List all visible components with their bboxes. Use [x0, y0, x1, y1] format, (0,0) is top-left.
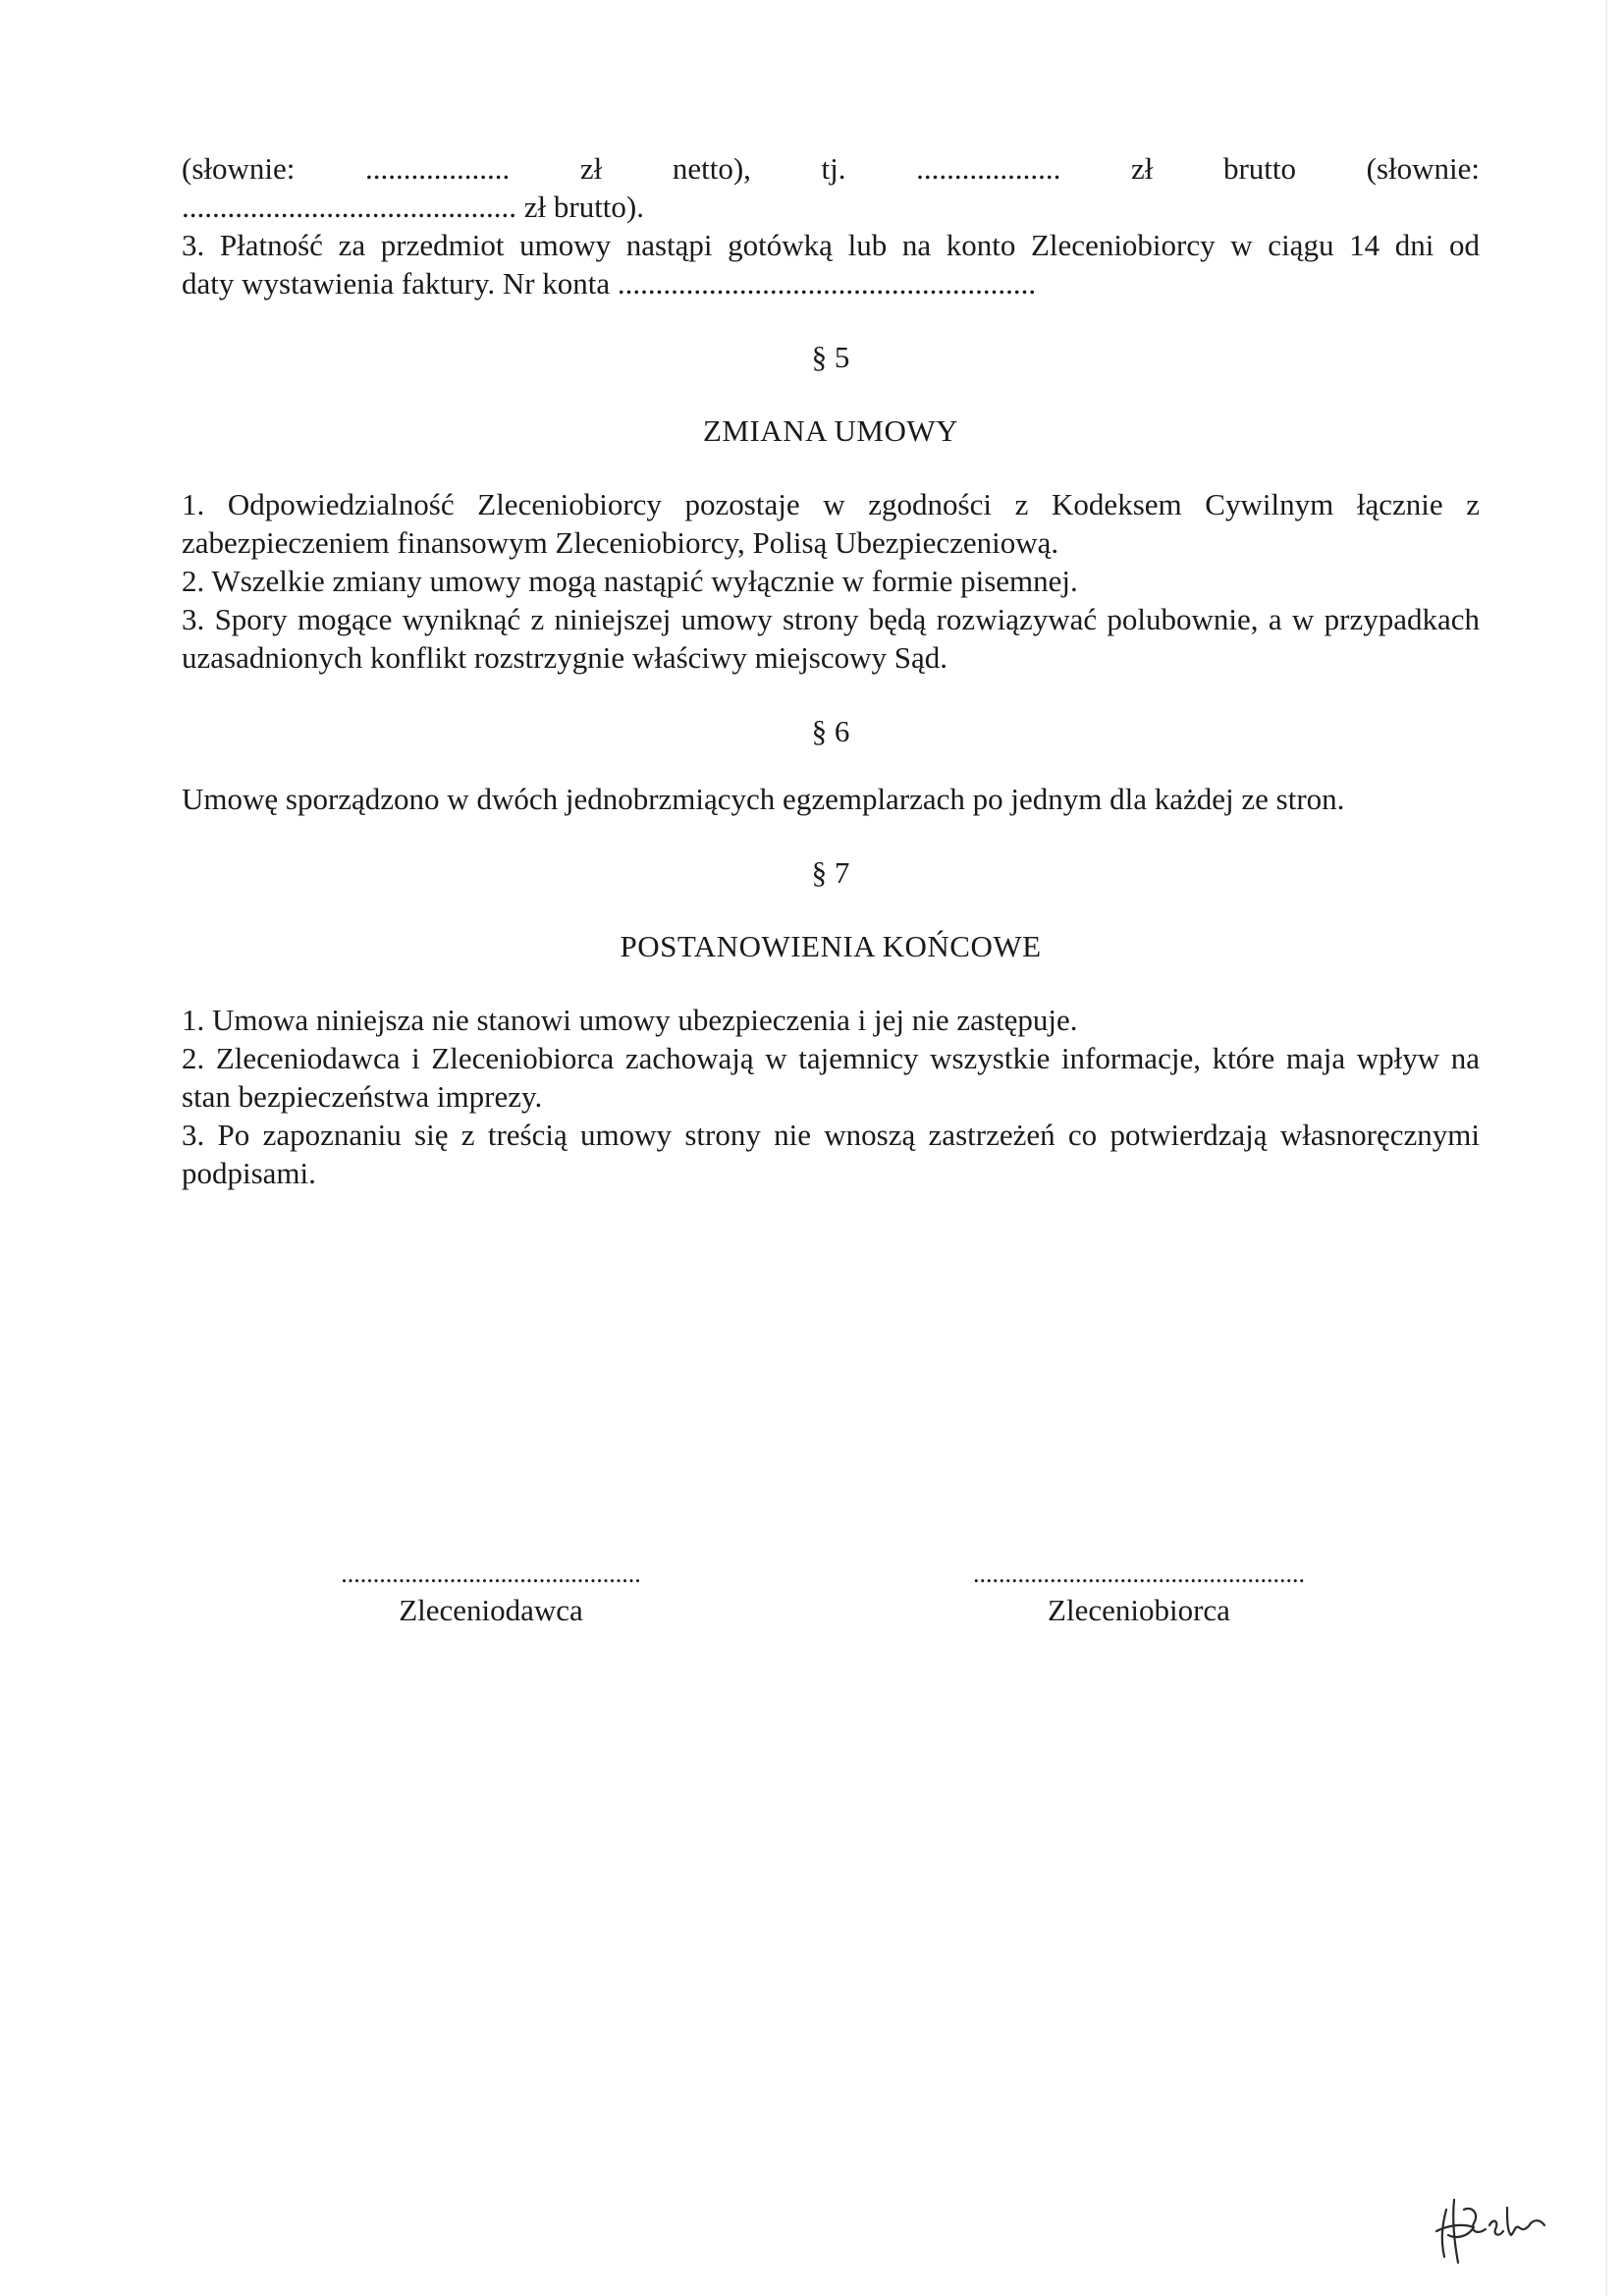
payment-line-1: (słownie: ................... zł netto), tj. ................... zł brutto (słownie:: [182, 151, 1480, 186]
section-7-title: POSTANOWIENIA KOŃCOWE: [620, 929, 1042, 963]
signature-line-left: ...............................................: [341, 1559, 641, 1588]
signature-label-right: Zleceniobiorca: [1048, 1593, 1230, 1627]
payment-line-2: ............................................ zł brutto).: [182, 190, 644, 224]
section-5-number: § 5: [811, 340, 850, 374]
section-7-number: § 7: [811, 855, 850, 890]
section-5-item-1: 1. Odpowiedzialność Zleceniobiorcy pozostaje w zgodności z Kodeksem Cywilnym łącznie z zabezpieczeniem finansowym Zleceniobiorcy, Polisą Ubezpieczeniową.: [182, 487, 1480, 560]
signature-label-left: Zleceniodawca: [399, 1593, 583, 1627]
section-5-item-3: 3. Spory mogące wyniknąć z niniejszej umowy strony będą rozwiązywać polubownie, a w przypadkach uzasadnionych konflikt rozstrzygnie właściwy miejscowy Sąd.: [182, 602, 1480, 675]
section-7-item-1: 1. Umowa niniejsza nie stanowi umowy ubezpieczenia i jej nie zastępuje.: [182, 1003, 1078, 1037]
section-6-text: Umowę sporządzono w dwóch jednobrzmiących egzemplarzach po jednym dla każdej ze stron.: [182, 782, 1345, 816]
section-5-list: [182, 485, 1480, 677]
payment-item-3-line-2: daty wystawienia faktury. Nr konta .......................................................: [182, 266, 1037, 301]
signature-line-right: ....................................................: [973, 1559, 1305, 1588]
payment-item-3-line-1: 3. Płatność za przedmiot umowy nastąpi gotówką lub na konto Zleceniobiorcy w ciągu 14 dni od: [182, 228, 1480, 262]
handwritten-paraph-signature: [1429, 2180, 1556, 2269]
section-7-item-3: 3. Po zapoznaniu się z treścią umowy strony nie wnoszą zastrzeżeń co potwierdzają własnoręcznymi podpisami.: [182, 1118, 1480, 1190]
section-7-item-2: 2. Zleceniodawca i Zleceniobiorca zachowają w tajemnicy wszystkie informacje, które maja wpływ na stan bezpieczeństwa imprezy.: [182, 1041, 1480, 1114]
section-7-list: [182, 1001, 1480, 1192]
signature-block-right: [923, 1559, 1355, 1628]
section-6-number: § 6: [811, 714, 850, 748]
page-edge-line: [1606, 0, 1607, 2296]
section-5-title: ZMIANA UMOWY: [702, 413, 958, 448]
document-page: [182, 149, 1480, 1192]
section-5-item-2: 2. Wszelkie zmiany umowy mogą nastąpić wyłącznie w formie pisemnej.: [182, 564, 1078, 598]
signature-block-left: [295, 1559, 687, 1628]
